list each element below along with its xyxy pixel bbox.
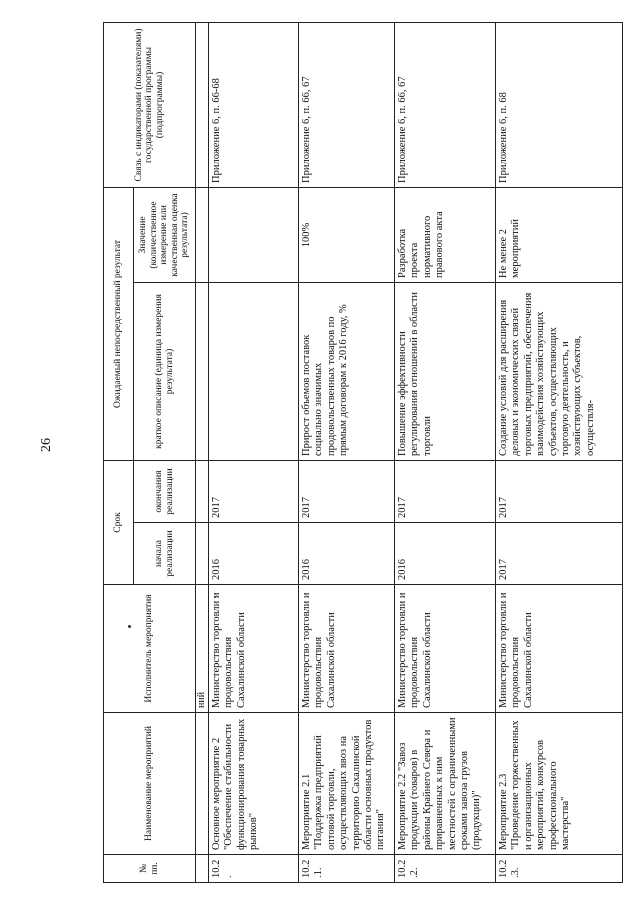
- row-end: 2017: [496, 460, 623, 522]
- row-num: 10.2.3.: [496, 855, 623, 883]
- header-term-end: окончания реализации: [134, 460, 196, 522]
- row-num: 10.2.1.: [299, 855, 395, 883]
- row-executor: Министерство торговли и продовольствия Сахалинской области: [395, 585, 496, 713]
- rotated-table-sheet: [103, 23, 622, 883]
- row-value: Не менее 2 мероприятий: [496, 187, 623, 282]
- table-row: [395, 22, 496, 882]
- header-num: № пп.: [104, 855, 196, 883]
- row-description: Прирост объемов поставок социально значимых продовольственных товаров по прямым договорам к 2016 году, %: [299, 282, 395, 460]
- row-start: 2016: [209, 523, 299, 585]
- row-description: Повышение эффективности регулирования отношений в области торговли: [395, 282, 496, 460]
- row-link: Приложение 6, п. 68: [496, 22, 623, 187]
- row-end: 2017: [299, 460, 395, 522]
- header-term-start: начала реализации: [134, 523, 196, 585]
- row-link: Приложение 6, п. 66-68: [209, 22, 299, 187]
- table-row: [496, 22, 623, 882]
- page-number: 26: [39, 438, 54, 452]
- row-start: 2017: [496, 523, 623, 585]
- row-num: 10.2.2.: [395, 855, 496, 883]
- continuation-text: ний: [196, 585, 209, 713]
- row-executor: Министерство торговли и продовольствия Сахалинской области: [209, 585, 299, 713]
- row-value: [209, 187, 299, 282]
- header-result-value: Значение (количественное измерение или качественная оценка результата): [134, 187, 196, 282]
- row-start: 2016: [299, 523, 395, 585]
- row-start: 2016: [395, 523, 496, 585]
- row-name: Мероприятие 2.3 "Проведение торжественных и организационных мероприятий, конкурсов профессионального мастерства": [496, 713, 623, 855]
- row-executor: Министерство торговли и продовольствия Сахалинской области: [496, 585, 623, 713]
- table-row: [209, 22, 299, 882]
- row-description: Создание условий для расширения деловых и экономических связей торговых предприятий, обеспечения взаимодействия хозяйствующих субъектов, осуществляющих торговую деятельность, и хозяйствующих субъектов, осуществля-: [496, 282, 623, 460]
- row-name: Основное мероприятие 2 "Обеспечение стабильности функционирования товарных рынков": [209, 713, 299, 855]
- table-row: [299, 22, 395, 882]
- header-executor: Исполнитель мероприятия: [104, 585, 196, 713]
- header-term: Срок: [104, 460, 134, 584]
- row-name: Мероприятие 2.1 "Поддержка предприятий оптовой торговли, осуществляющих ввоз на территорию Сахалинской области основных продуктов питания": [299, 713, 395, 855]
- header-short-description: краткое описание (единица измерения результата): [134, 282, 196, 460]
- row-num: 10.2.: [209, 855, 299, 883]
- row-description: [209, 282, 299, 460]
- header-name: Наименование мероприятий: [104, 713, 196, 855]
- row-value: Разработка проекта нормативного правового акта: [395, 187, 496, 282]
- row-name: Мероприятие 2.2 "Завоз продукции (товаров) в районы Крайнего Севера и приравненных к ним местностей с ограниченными сроками завоза грузов (продукции)": [395, 713, 496, 855]
- row-value: 100%: [299, 187, 395, 282]
- row-end: 2017: [209, 460, 299, 522]
- measures-table: [103, 22, 623, 883]
- row-link: Приложение 6, п. 66, 67: [395, 22, 496, 187]
- row-link: Приложение 6, п. 66, 67: [299, 22, 395, 187]
- row-executor: Министерство торговли и продовольствия Сахалинской области: [299, 585, 395, 713]
- continuation-row: [196, 22, 209, 882]
- header-indicator-link: Связь с индикаторами (показателями) государственной программы (подпрограммы): [104, 22, 196, 187]
- header-expected-result: Ожидаемый непосредственный результат: [104, 187, 134, 460]
- row-end: 2017: [395, 460, 496, 522]
